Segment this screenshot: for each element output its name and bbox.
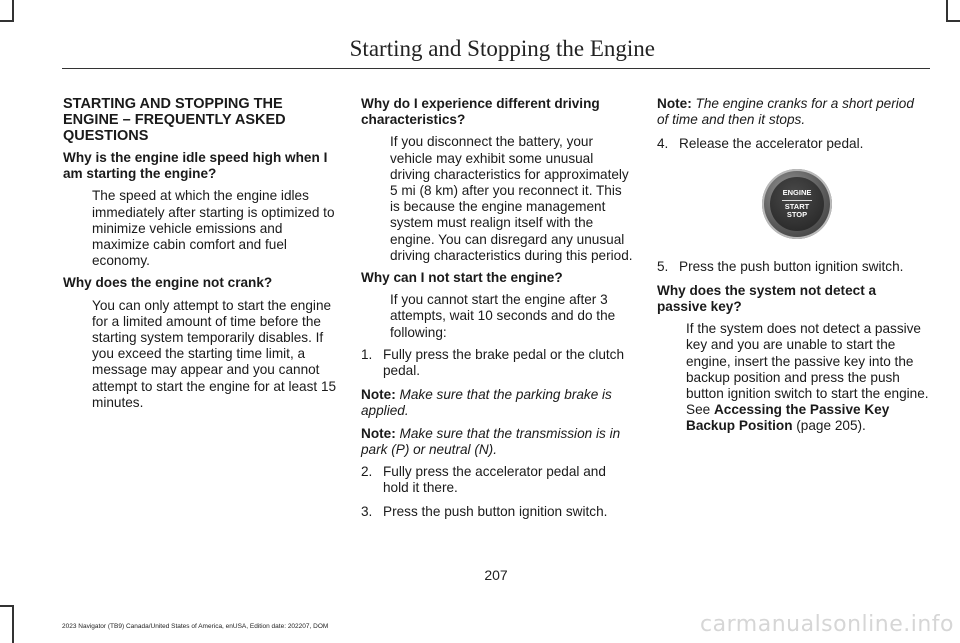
note-text: Make sure that the transmission is in park (P) or neutral (N). bbox=[361, 425, 621, 457]
watermark: carmanualsonline.info bbox=[700, 612, 954, 637]
question-passive-key: Why does the system not detect a passive key? bbox=[657, 282, 877, 315]
note-label: Note: bbox=[657, 96, 692, 111]
answer-not-crank: You can only attempt to start the engine for a limited amount of time before the starting system temporarily disables. If you exceed the starting time limit, a message may appear and you cannot attempt to start the engine for at least 15 minutes. bbox=[92, 297, 337, 410]
step-5 bbox=[657, 259, 929, 275]
note-transmission bbox=[361, 426, 633, 458]
page-reference: (page 205). bbox=[792, 418, 866, 434]
step-text: Press the push button ignition switch. bbox=[679, 258, 904, 274]
step-4 bbox=[657, 136, 929, 152]
ignition-button-illustration bbox=[657, 163, 929, 249]
button-label-engine: ENGINE bbox=[782, 187, 812, 197]
section-heading: STARTING AND STOPPING THE ENGINE – FREQUENTLY ASKED QUESTIONS bbox=[63, 96, 286, 144]
column-1 bbox=[63, 96, 337, 417]
note-text: Make sure that the parking brake is applied. bbox=[361, 387, 612, 419]
step-number: 4. bbox=[657, 136, 669, 152]
step-number: 2. bbox=[361, 464, 373, 480]
answer-driving-characteristics: If you disconnect the battery, your vehicle may exhibit some unusual driving characteristics for approximately 5 mi (8 km) after you reconnect it. This is because the engine management system must realign itself with the engine. You can disregard any unusual driving characteristics during this period. bbox=[390, 134, 633, 263]
step-text: Fully press the brake pedal or the clutch pedal. bbox=[383, 346, 625, 379]
note-engine-cranks bbox=[657, 96, 929, 128]
note-text: The engine cranks for a short period of time and then it stops. bbox=[657, 96, 914, 128]
note-parking-brake bbox=[361, 387, 633, 419]
column-2 bbox=[361, 96, 633, 529]
step-text: Press the push button ignition switch. bbox=[383, 504, 608, 520]
button-label-stop: STOP bbox=[786, 209, 808, 219]
crop-mark bbox=[12, 605, 14, 643]
crop-mark bbox=[12, 0, 14, 22]
answer-cannot-start: If you cannot start the engine after 3 attempts, wait 10 seconds and do the following: bbox=[390, 292, 616, 340]
footer-edition: 2023 Navigator (TB9) Canada/United States of America, enUSA, Edition date: 202207, DOM bbox=[62, 623, 329, 630]
question-driving-characteristics: Why do I experience different driving characteristics? bbox=[361, 96, 600, 128]
step-text: Fully press the accelerator pedal and hold it there. bbox=[383, 464, 606, 496]
engine-start-stop-button-icon bbox=[762, 169, 832, 239]
header-divider bbox=[62, 68, 930, 69]
step-number: 5. bbox=[657, 258, 669, 274]
crop-mark bbox=[946, 20, 960, 22]
question-idle-speed: Why is the engine idle speed high when I am starting the engine? bbox=[63, 150, 328, 182]
note-label: Note: bbox=[361, 387, 396, 403]
column-3 bbox=[657, 96, 929, 441]
step-3 bbox=[361, 504, 633, 520]
answer-idle-speed: The speed at which the engine idles immediately after starting is optimized to minimize vehicle emissions and maximize cabin comfort and fuel economy. bbox=[92, 188, 335, 269]
button-label-start: START bbox=[784, 201, 810, 211]
answer-passive-key bbox=[657, 321, 929, 434]
step-number: 3. bbox=[361, 504, 373, 520]
crop-mark bbox=[0, 605, 14, 607]
step-number: 1. bbox=[361, 346, 373, 362]
question-not-crank: Why does the engine not crank? bbox=[63, 275, 273, 291]
crop-mark bbox=[946, 0, 948, 22]
step-1 bbox=[361, 347, 633, 379]
note-label: Note: bbox=[361, 425, 396, 441]
question-cannot-start: Why can I not start the engine? bbox=[361, 270, 563, 286]
step-2 bbox=[361, 464, 633, 496]
page-title: Starting and Stopping the Engine bbox=[349, 36, 655, 61]
cross-reference-link[interactable]: Accessing the Passive Key Backup Position bbox=[686, 402, 890, 434]
step-text: Release the accelerator pedal. bbox=[679, 136, 864, 152]
answer-text: If the system does not detect a passive key and you are unable to start the engine, insert the passive key into the backup position and press the push button ignition switch to start the engine. See bbox=[686, 321, 929, 418]
page-number: 207 bbox=[484, 567, 508, 583]
crop-mark bbox=[0, 20, 14, 22]
